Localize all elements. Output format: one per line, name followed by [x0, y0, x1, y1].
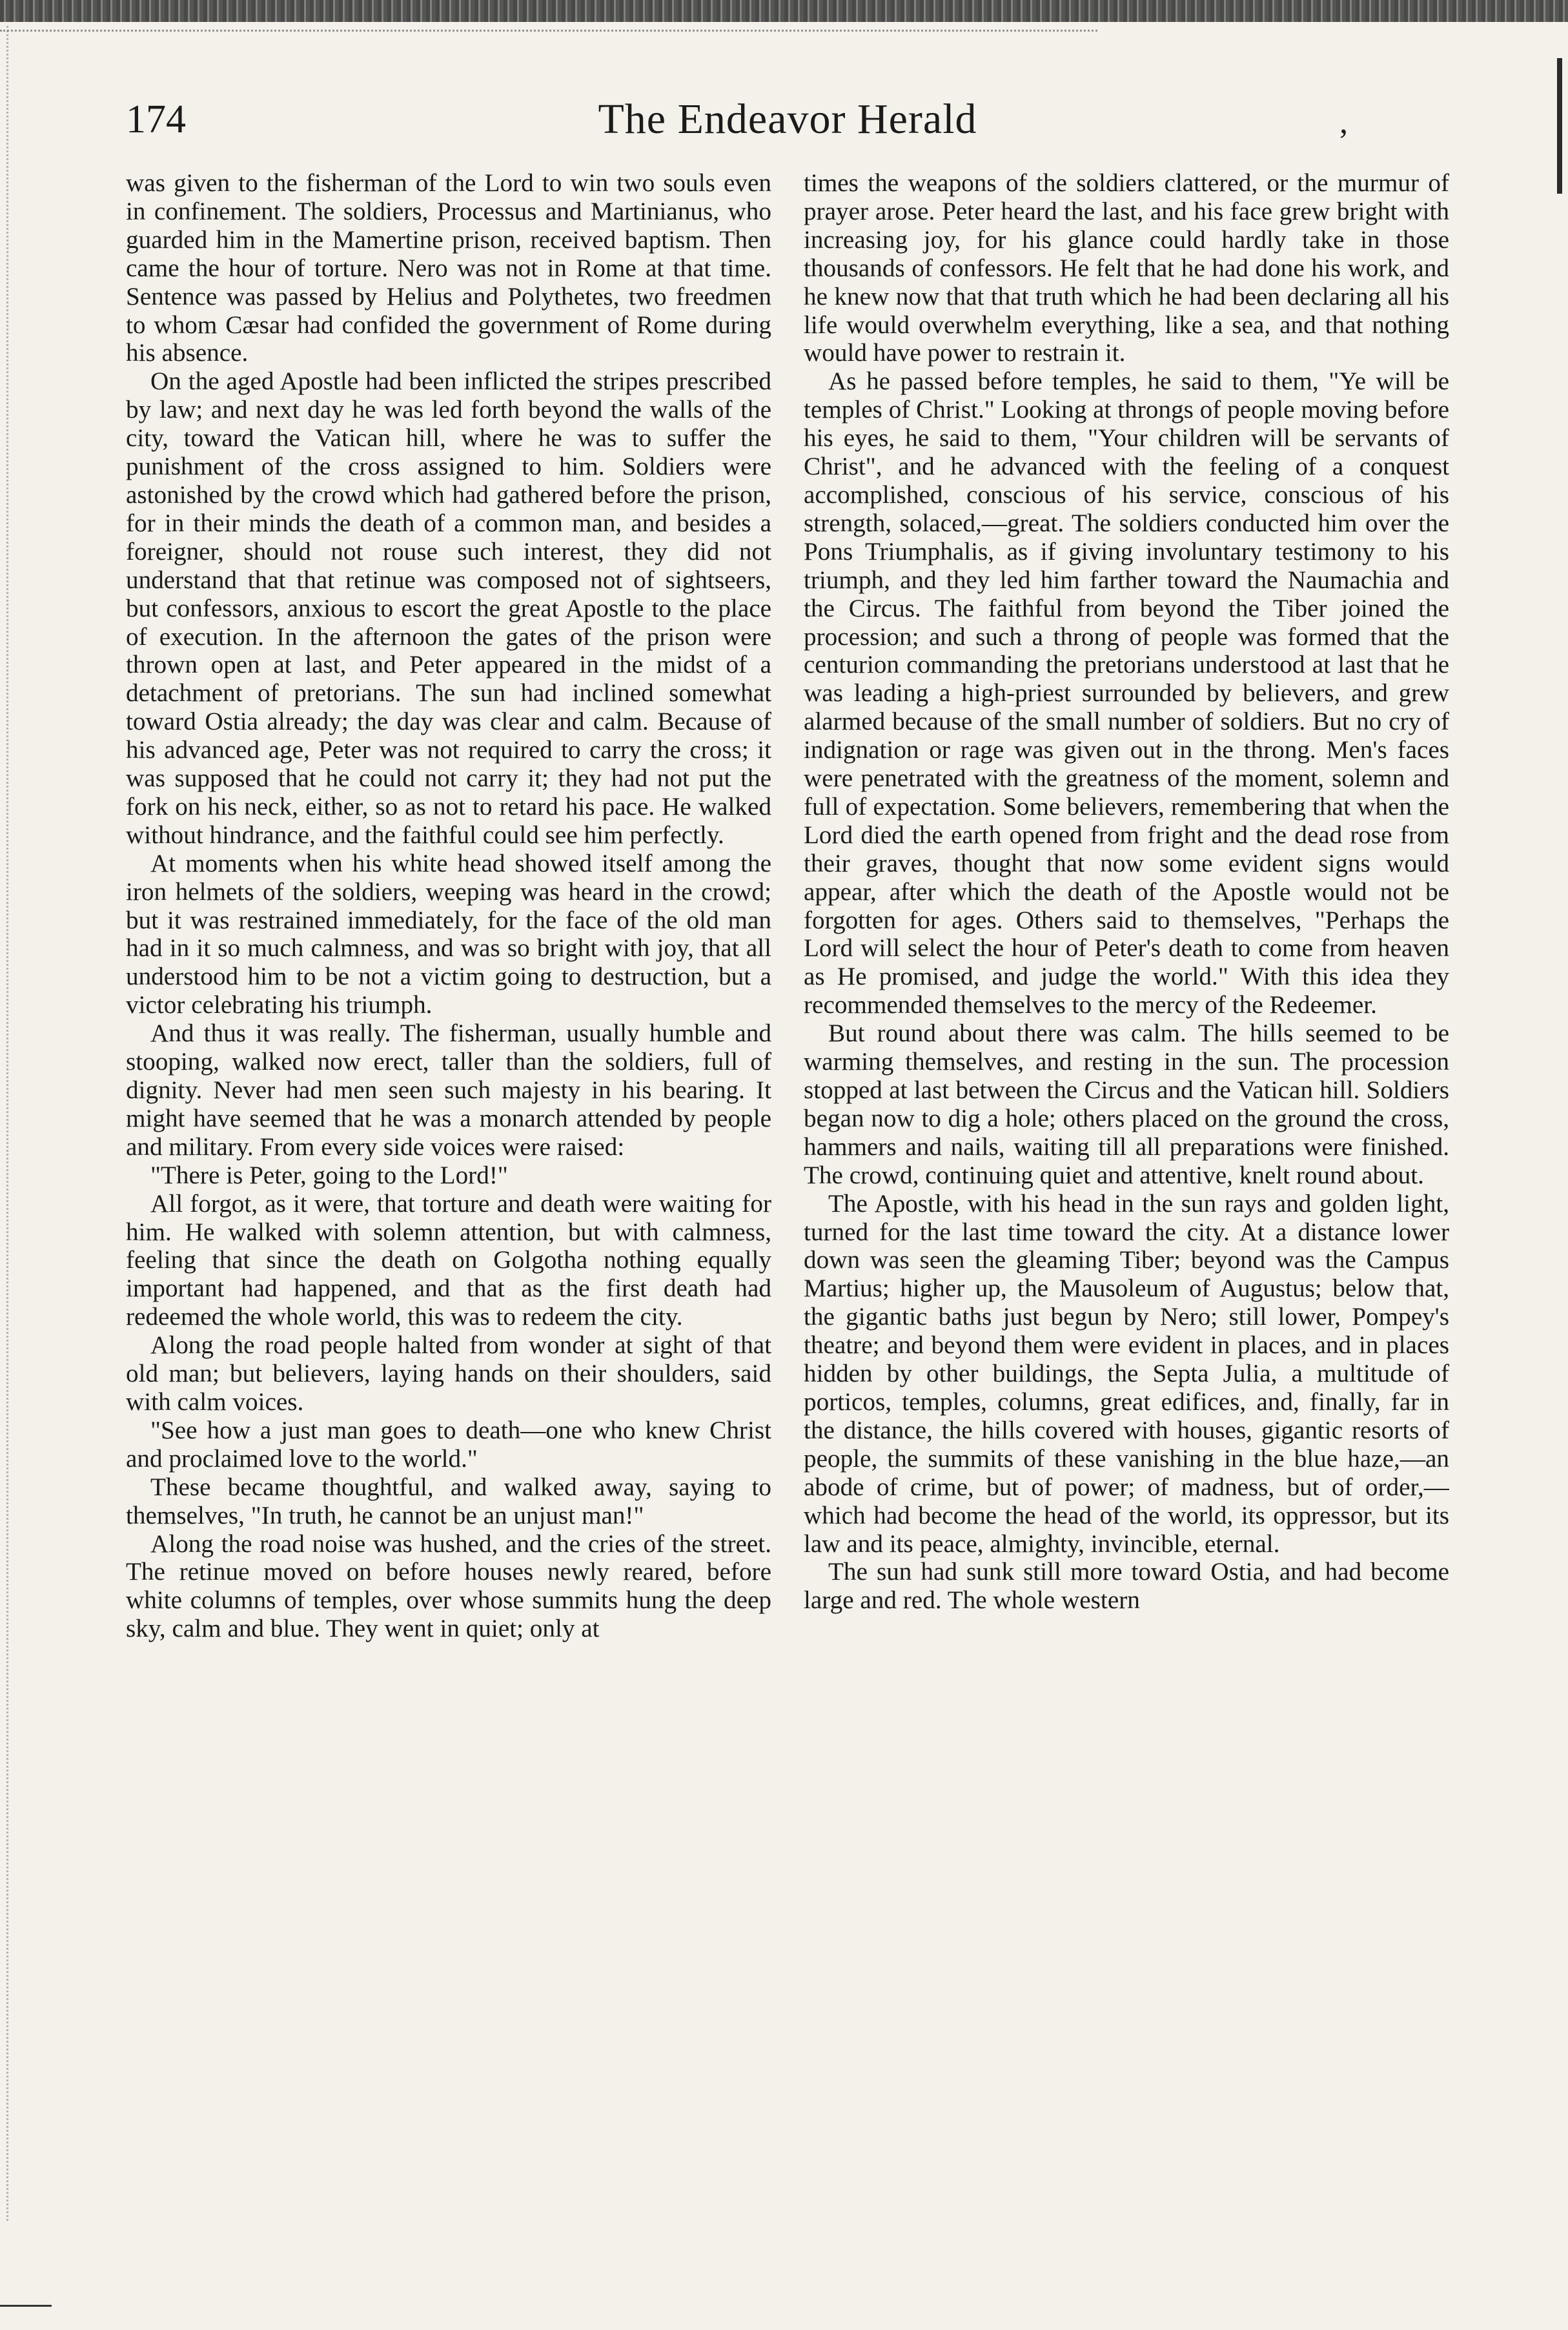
paragraph: was given to the fisherman of the Lord to win two souls even in confinement. The soldiers, Processus and Martinianus, who guarded him in the Mamertine prison, received baptism. Then came the hour of torture. Nero was not in Rome at that time. Sentence was passed by Helius and Polythetes, two freedmen to whom Cæsar had confided the government of Rome during his absence. [126, 169, 771, 367]
left-column [126, 169, 771, 2293]
paragraph: But round about there was calm. The hills seemed to be warming themselves, and resting in the sun. The procession stopped at last between the Circus and the Vatican hill. Soldiers began now to dig a hole; others placed on the ground the cross, hammers and nails, waiting till all preparations were finished. The crowd, continuing quiet and attentive, knelt round about. [804, 1019, 1449, 1189]
paragraph: The Apostle, with his head in the sun rays and golden light, turned for the last time toward the city. At a distance lower down was seen the gleaming Tiber; beyond was the Campus Martius; higher up, the Mausoleum of Augustus; below that, the gigantic baths just begun by Nero; still lower, Pompey's theatre; and beyond them were evident in places, and in places hidden by other buildings, the Septa Julia, a multitude of porticos, temples, columns, great edifices, and, finally, far in the distance, the hills covered with houses, gigantic resorts of people, the summits of these vanishing in the blue haze,—an abode of crime, but of power; of madness, but of order,—which had become the head of the world, its oppressor, but its law and its peace, almighty, invincible, eternal. [804, 1189, 1449, 1558]
scan-right-edge [1557, 58, 1562, 194]
scan-top-edge [0, 0, 1568, 22]
paragraph: As he passed before temples, he said to them, "Ye will be temples of Christ." Looking at throngs of people moving before his eyes, he said to them, "Your children will be servants of Christ", and he advanced with the feeling of a conquest accomplished, conscious of his service, conscious of his strength, solaced,—great. The soldiers conducted him over the Pons Triumphalis, as if giving involuntary testimony to his triumph, and they led him farther toward the Naumachia and the Circus. The faithful from beyond the Tiber joined the procession; and such a throng of people was formed that the centurion commanding the pretorians understood at last that he was leading a high-priest surrounded by believers, and grew alarmed because of the small number of soldiers. But no cry of indignation or rage was given out in the throng. Men's faces were penetrated with the greatness of the moment, solemn and full of expectation. Some believers, remembering that when the Lord died the earth opened from fright and the dead rose from their graves, thought that now some evident signs would appear, after which the death of the Apostle would not be forgotten for ages. Others said to themselves, "Perhaps the Lord will select the hour of Peter's death to come from heaven as He promised, and judge the world." With this idea they recommended themselves to the mercy of the Redeemer. [804, 367, 1449, 1019]
paragraph: Along the road noise was hushed, and the cries of the street. The retinue moved on before houses newly reared, before white columns of temples, over whose summits hung the deep sky, calm and blue. They went in quiet; only at [126, 1529, 771, 1643]
paragraph: At moments when his white head showed itself among the iron helmets of the soldiers, weeping was heard in the crowd; but it was restrained immediately, for the face of the old man had in it so much calmness, and was so bright with joy, that all understood him to be not a victim going to destruction, but a victor celebrating his triumph. [126, 849, 771, 1019]
paragraph: And thus it was really. The fisherman, usually humble and stooping, walked now erect, taller than the soldiers, full of dignity. Never had men seen such majesty in his bearing. It might have seemed that he was a monarch attended by people and military. From every side voices were raised: [126, 1019, 771, 1161]
header-mark: , [1339, 104, 1348, 141]
paragraph: Along the road people halted from wonder at sight of that old man; but believers, laying hands on their shoulders, said with calm voices. [126, 1331, 771, 1416]
paragraph: times the weapons of the soldiers clattered, or the murmur of prayer arose. Peter heard the last, and his face grew bright with increasing joy, for his glance could hardly take in those thousands of confessors. He felt that he had done his work, and he knew now that that truth which he had been declaring all his life would overwhelm everything, like a sea, and that nothing would have power to restrain it. [804, 169, 1449, 367]
page-header [126, 90, 1449, 155]
scan-top-dotted-line [0, 30, 1097, 33]
paragraph: On the aged Apostle had been inflicted the stripes prescribed by law; and next day he was led forth beyond the walls of the city, toward the Vatican hill, where he was to suffer the punishment of the cross assigned to him. Soldiers were astonished by the crowd which had gathered before the prison, for in their minds the death of a common man, and besides a foreigner, should not rouse such interest, they did not understand that that retinue was composed not of sightseers, but confessors, anxious to escort the great Apostle to the place of execution. In the afternoon the gates of the prison were thrown open at last, and Peter appeared in the midst of a detachment of pretorians. The sun had inclined somewhat toward Ostia already; the day was clear and calm. Because of his advanced age, Peter was not required to carry the cross; it was supposed that he could not carry it; they had not put the fork on his neck, either, so as not to retard his pace. He walked without hindrance, and the faithful could see him perfectly. [126, 367, 771, 849]
page-number: 174 [126, 97, 186, 141]
scan-left-edge [6, 26, 12, 2221]
journal-title: The Endeavor Herald [598, 96, 977, 143]
quotation: "See how a just man goes to death—one who knew Christ and proclaimed love to the world." [126, 1416, 771, 1473]
quotation: "There is Peter, going to the Lord!" [150, 1161, 508, 1189]
paragraph: All forgot, as it were, that torture and death were waiting for him. He walked with solemn attention, but with calmness, feeling that since the death on Golgotha nothing equally important had happened, and that as the first death had redeemed the whole world, this was to redeem the city. [126, 1189, 771, 1331]
scan-bottom-mark [0, 2305, 52, 2307]
right-column [804, 169, 1449, 2293]
paragraph: The sun had sunk still more toward Ostia, and had become large and red. The whole western [804, 1558, 1449, 1615]
paragraph: These became thoughtful, and walked away, saying to themselves, "In truth, he cannot be an unjust man!" [126, 1473, 771, 1529]
